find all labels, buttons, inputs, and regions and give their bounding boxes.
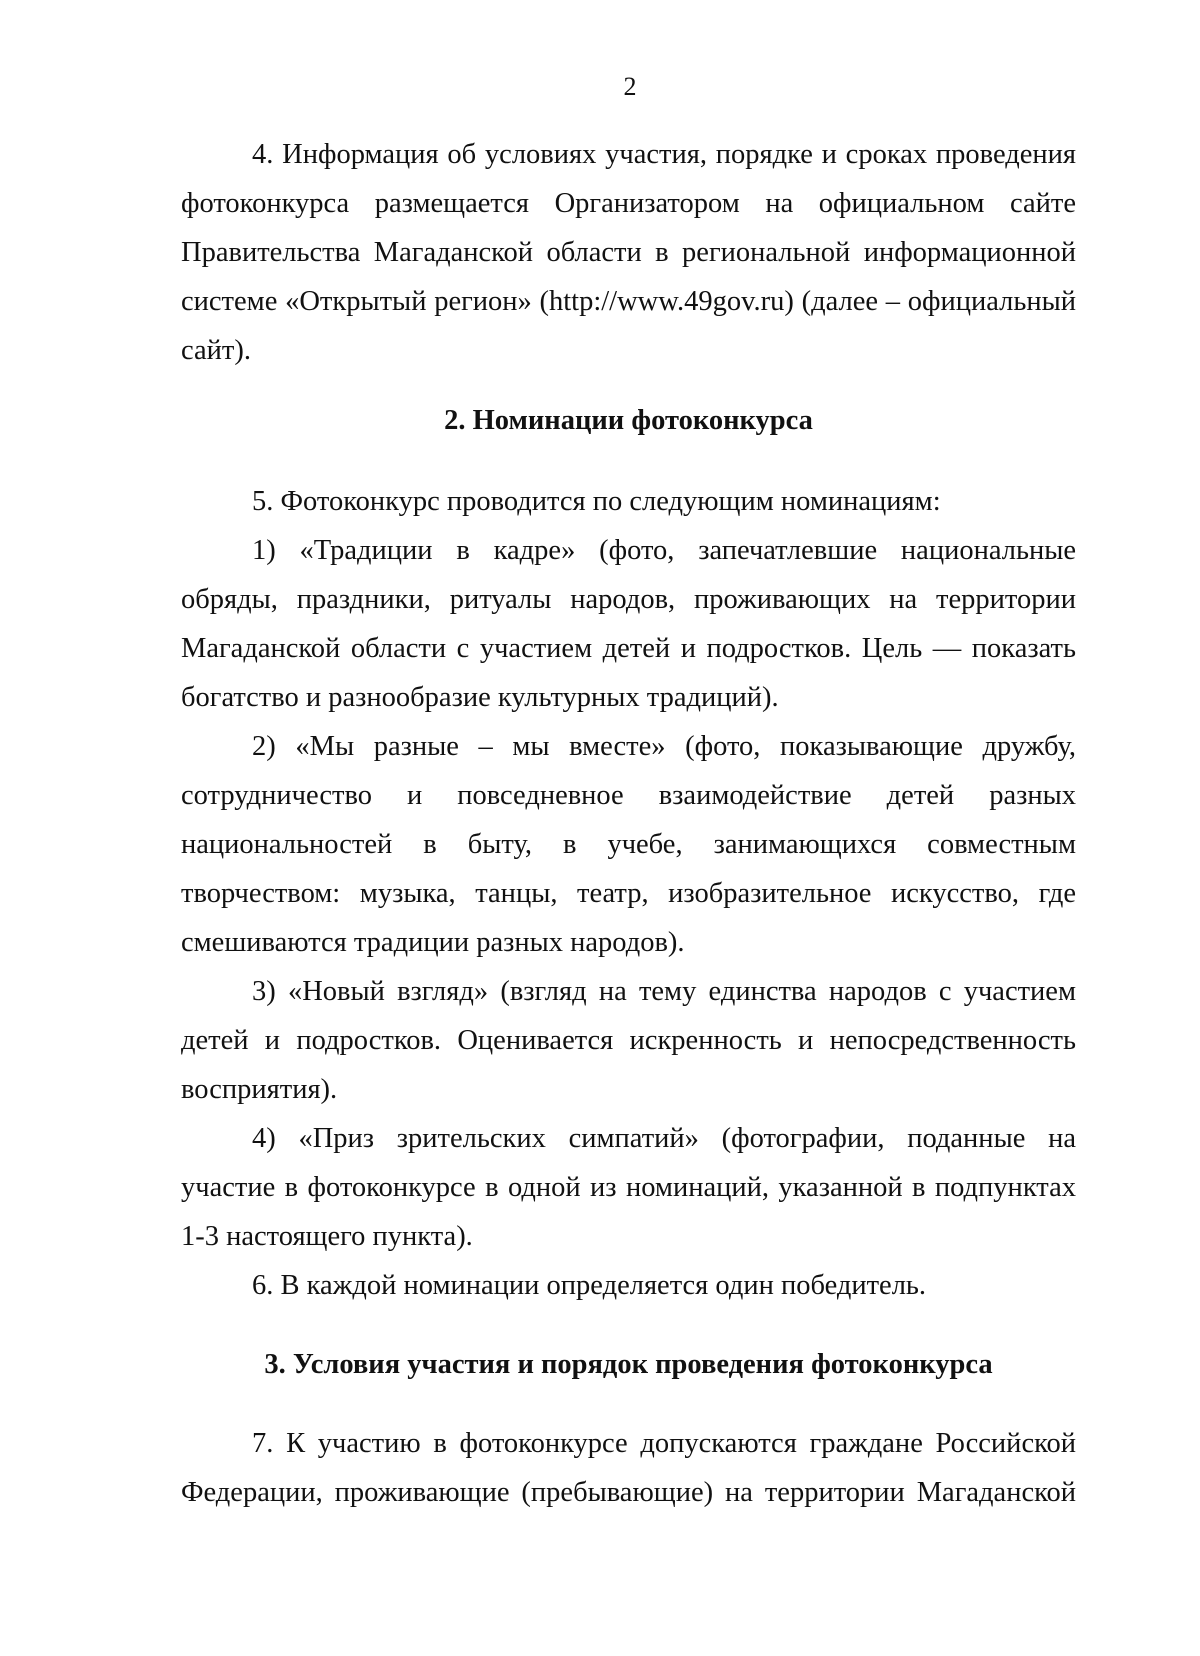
section-3-heading: 3. Условия участия и порядок проведения фотоконкурса bbox=[264, 1349, 993, 1380]
section-2-body bbox=[181, 477, 1076, 1310]
paragraph-5-item-1: 1) «Традиции в кадре» (фото, запечатлевшие национальные обряды, праздники, ритуалы народов, проживающих на территории Магаданской области с участием детей и подростков. Цель — показать богатство и разнообразие культурных традиций). bbox=[181, 535, 1076, 713]
section-2-heading: 2. Номинации фотоконкурса bbox=[444, 405, 813, 436]
section-3-heading-wrap bbox=[181, 1340, 1076, 1389]
section-1-body bbox=[181, 130, 1076, 375]
paragraph-5-item-2: 2) «Мы разные – мы вместе» (фото, показывающие дружбу, сотрудничество и повседневное взаимодействие детей разных национальностей в быту, в учебе, занимающихся совместным творчеством: музыка, танцы, театр, изобразительное искусство, где смешиваются традиции разных народов). bbox=[181, 731, 1076, 958]
paragraph-5-item-3: 3) «Новый взгляд» (взгляд на тему единства народов с участием детей и подростков. Оценивается искренность и непосредственность восприятия). bbox=[181, 976, 1076, 1105]
paragraph-5: 5. Фотоконкурс проводится по следующим номинациям: bbox=[252, 486, 941, 517]
paragraph-6: 6. В каждой номинации определяется один победитель. bbox=[252, 1270, 927, 1301]
section-3-body bbox=[181, 1419, 1076, 1517]
section-2-heading-wrap bbox=[181, 396, 1076, 445]
paragraph-7: 7. К участию в фотоконкурсе допускаются граждане Российской Федерации, проживающие (пребывающие) на территории Магаданской bbox=[181, 1428, 1076, 1508]
paragraph-5-item-4: 4) «Приз зрительских симпатий» (фотографии, поданные на участие в фотоконкурсе в одной из номинаций, указанной в подпунктах 1-3 настоящего пункта). bbox=[181, 1123, 1076, 1252]
paragraph-4: 4. Информация об условиях участия, порядке и сроках проведения фотоконкурса размещается Организатором на официальном сайте Правительства Магаданской области в региональной информационной системе «Открытый регион» (http://www.49gov.ru) (далее – официальный сайт). bbox=[181, 139, 1076, 366]
page-number: 2 bbox=[623, 72, 637, 101]
